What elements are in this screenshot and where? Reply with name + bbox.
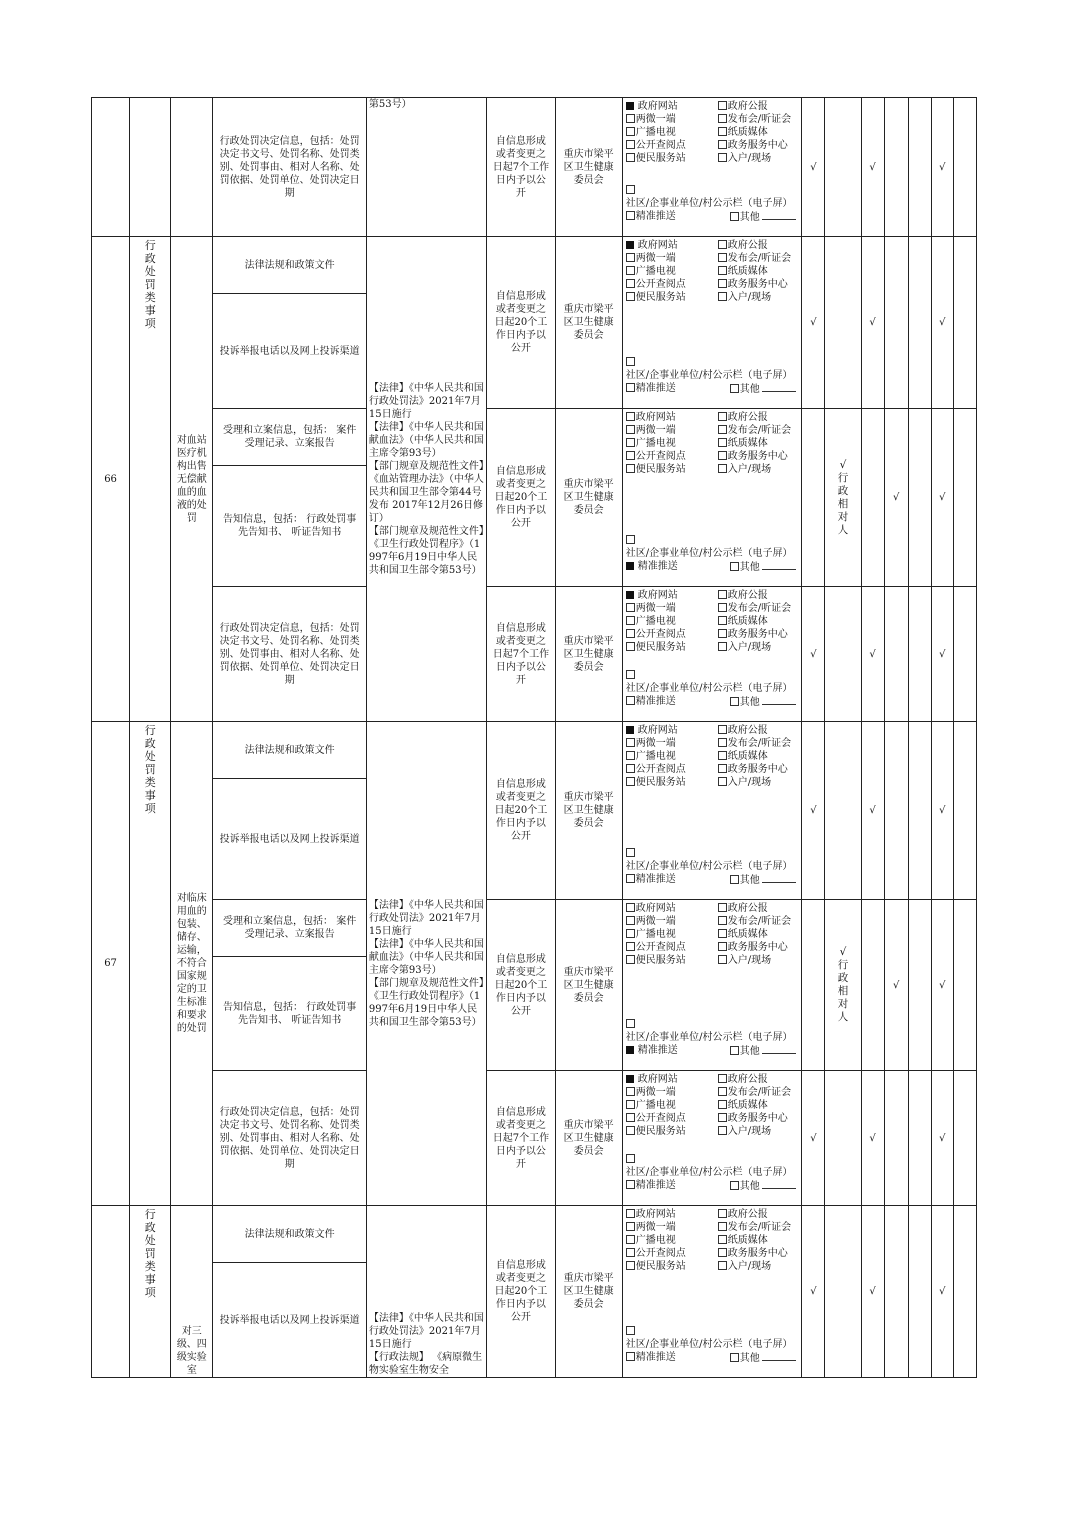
checkbox-empty-icon (718, 127, 727, 136)
cell-agency: 重庆市梁平区卫生健康委员会 (555, 587, 622, 722)
cell-empty (908, 587, 931, 722)
checkbox-empty-icon (718, 916, 727, 925)
blank-line (762, 1044, 796, 1054)
cell-agency: 重庆市梁平区卫生健康委员会 (555, 1206, 622, 1378)
cell-content: 行政处罚决定信息，包括：处罚决定书文号、处罚名称、处罚类别、处罚事由、相对人名称、处罚依据、处罚单位、处罚决定日期 (213, 587, 367, 722)
cell-channels (622, 1206, 802, 1378)
cell-number (92, 98, 130, 237)
checkbox-empty-icon (626, 425, 635, 434)
cell-check: √ (861, 1071, 884, 1206)
cell-empty (908, 98, 931, 237)
cell-object: √ 行政相对人 (825, 409, 861, 587)
cell-basis: 第53号） (366, 98, 486, 237)
cell-check: √ (802, 587, 825, 722)
cell-empty (825, 1071, 861, 1206)
cell-channels (622, 1071, 802, 1206)
cell-time: 自信息形成或者变更之日起20个工作日内予以公开 (487, 900, 555, 1071)
checkbox-empty-icon (718, 114, 727, 123)
checkbox-empty-icon (730, 562, 739, 571)
cell-check: √ (861, 237, 884, 409)
cell-content: 法律法规和政策文件 (213, 1206, 367, 1263)
cell-check: √ (861, 587, 884, 722)
cell-content: 投诉举报电话以及网上投诉渠道 (213, 294, 367, 409)
checkbox-empty-icon (718, 751, 727, 760)
cell-channels (622, 409, 802, 587)
cell-channels (622, 237, 802, 409)
checkbox-empty-icon (718, 1126, 727, 1135)
checkbox-empty-icon (626, 955, 635, 964)
cell-check: √ (931, 98, 953, 237)
checkbox-empty-icon (718, 292, 727, 301)
cell-check: √ (802, 98, 825, 237)
checkbox-empty-icon (718, 777, 727, 786)
checkbox-empty-icon (626, 1113, 635, 1122)
channel-list: 政府网站 政府公报 两微一端 发布会/听证会 广播电视 纸质媒体 公开查阅点 政务服务中心 便民服务站 入户/现场 社区/企事业单位/村公示栏（电子屏） 精准推送 其他 (626, 589, 800, 709)
checkbox-empty-icon (730, 384, 739, 393)
cell-empty (884, 1206, 908, 1378)
cell-check: √ (802, 237, 825, 409)
channel-list: 政府网站 政府公报 两微一端 发布会/听证会 广播电视 纸质媒体 公开查阅点 政务服务中心 便民服务站 入户/现场 社区/企事业单位/村公示栏（电子屏） 精准推送 其他 (626, 239, 800, 396)
checkbox-empty-icon (718, 451, 727, 460)
table-row (92, 98, 977, 237)
checkbox-empty-icon (626, 777, 635, 786)
checkbox-empty-icon (626, 185, 635, 194)
checkbox-empty-icon (730, 697, 739, 706)
table-row (92, 900, 977, 957)
cell-empty (825, 587, 861, 722)
channel-list: 政府网站 政府公报 两微一端 发布会/听证会 广播电视 纸质媒体 公开查阅点 政务服务中心 便民服务站 入户/现场 社区/企事业单位/村公示栏（电子屏） 精准推送 其他 (626, 724, 800, 887)
cell-category: 行政处罚类事项 (130, 237, 171, 722)
blank-line (762, 560, 796, 570)
cell-agency: 重庆市梁平区卫生健康委员会 (555, 237, 622, 409)
cell-empty (884, 237, 908, 409)
table-row (92, 1071, 977, 1206)
cell-empty (861, 409, 884, 587)
cell-agency: 重庆市梁平区卫生健康委员会 (555, 1071, 622, 1206)
cell-time: 自信息形成或者变更之日起7个工作日内予以公开 (487, 1071, 555, 1206)
cell-empty (953, 587, 976, 722)
checkbox-empty-icon (730, 1046, 739, 1055)
cell-content: 法律法规和政策文件 (213, 237, 367, 294)
cell-time: 自信息形成或者变更之日起20个工作日内予以公开 (487, 409, 555, 587)
cell-content: 行政处罚决定信息，包括：处罚决定书文号、处罚名称、处罚类别、处罚事由、相对人名称、处罚依据、处罚单位、处罚决定日期 (213, 98, 367, 237)
channel-list: 政府网站 政府公报 两微一端 发布会/听证会 广播电视 纸质媒体 公开查阅点 政务服务中心 便民服务站 入户/现场 社区/企事业单位/村公示栏（电子屏） 精准推送 其他 (626, 100, 800, 224)
table-row (92, 1206, 977, 1263)
cell-content: 投诉举报电话以及网上投诉渠道 (213, 779, 367, 900)
checkbox-empty-icon (718, 1100, 727, 1109)
cell-empty (953, 722, 976, 900)
cell-check: √ (931, 1206, 953, 1378)
checkbox-filled-icon (626, 1046, 634, 1054)
checkbox-empty-icon (718, 590, 727, 599)
cell-empty (825, 98, 861, 237)
cell-check: √ (802, 1071, 825, 1206)
checkbox-empty-icon (718, 942, 727, 951)
cell-empty (908, 1071, 931, 1206)
checkbox-empty-icon (626, 874, 635, 883)
cell-empty (908, 1206, 931, 1378)
cell-channels (622, 722, 802, 900)
cell-number: 67 (92, 722, 130, 1206)
checkbox-empty-icon (718, 1235, 727, 1244)
cell-check: √ (802, 1206, 825, 1378)
checkbox-empty-icon (718, 101, 727, 110)
cell-time: 自信息形成或者变更之日起20个工作日内予以公开 (487, 722, 555, 900)
cell-check: √ (884, 900, 908, 1071)
blank-line (762, 873, 796, 883)
cell-check: √ (802, 722, 825, 900)
checkbox-empty-icon (718, 153, 727, 162)
channel-list: 政府网站 政府公报 两微一端 发布会/听证会 广播电视 纸质媒体 公开查阅点 政务服务中心 便民服务站 入户/现场 社区/企事业单位/村公示栏（电子屏） 精准推送 其他 (626, 902, 800, 1058)
checkbox-empty-icon (626, 114, 635, 123)
cell-content: 行政处罚决定信息，包括：处罚决定书文号、处罚名称、处罚类别、处罚事由、相对人名称、处罚依据、处罚单位、处罚决定日期 (213, 1071, 367, 1206)
checkbox-empty-icon (626, 1087, 635, 1096)
checkbox-empty-icon (718, 240, 727, 249)
checkbox-empty-icon (626, 1019, 635, 1028)
checkbox-empty-icon (626, 629, 635, 638)
checkbox-empty-icon (626, 848, 635, 857)
checkbox-empty-icon (718, 412, 727, 421)
checkbox-empty-icon (718, 738, 727, 747)
cell-basis: 【法律】《中华人民共和国行政处罚法》2021年7月15日施行 【行政法规】 《病原微生物实验室生物安全 (366, 1206, 486, 1378)
checkbox-filled-icon (626, 562, 634, 570)
cell-number (92, 1206, 130, 1378)
cell-empty (908, 409, 931, 587)
checkbox-filled-icon (626, 591, 634, 599)
disclosure-table (91, 97, 977, 1378)
cell-time: 自信息形成或者变更之日起7个工作日内予以公开 (487, 98, 555, 237)
cell-empty (908, 237, 931, 409)
cell-time: 自信息形成或者变更之日起20个工作日内予以公开 (487, 1206, 555, 1378)
checkbox-empty-icon (718, 642, 727, 651)
checkbox-empty-icon (626, 253, 635, 262)
checkbox-filled-icon (626, 1075, 634, 1083)
checkbox-empty-icon (718, 140, 727, 149)
checkbox-empty-icon (626, 266, 635, 275)
blank-line (762, 210, 796, 220)
checkbox-empty-icon (626, 942, 635, 951)
checkbox-empty-icon (730, 875, 739, 884)
channel-list: 政府网站 政府公报 两微一端 发布会/听证会 广播电视 纸质媒体 公开查阅点 政务服务中心 便民服务站 入户/现场 社区/企事业单位/村公示栏（电子屏） 精准推送 其他 (626, 1208, 800, 1365)
cell-channels (622, 587, 802, 722)
checkbox-empty-icon (718, 903, 727, 912)
cell-number: 66 (92, 237, 130, 722)
cell-empty (908, 900, 931, 1071)
checkbox-empty-icon (718, 955, 727, 964)
cell-empty (953, 237, 976, 409)
checkbox-empty-icon (718, 603, 727, 612)
checkbox-empty-icon (626, 140, 635, 149)
cell-empty (953, 900, 976, 1071)
checkbox-empty-icon (718, 1113, 727, 1122)
cell-check: √ (861, 98, 884, 237)
cell-agency: 重庆市梁平区卫生健康委员会 (555, 722, 622, 900)
checkbox-empty-icon (730, 1181, 739, 1190)
checkbox-empty-icon (718, 253, 727, 262)
cell-content: 告知信息，包括： 行政处罚事先告知书、 听证告知书 (213, 957, 367, 1071)
checkbox-empty-icon (626, 1180, 635, 1189)
cell-empty (802, 409, 825, 587)
checkbox-empty-icon (718, 266, 727, 275)
checkbox-empty-icon (626, 292, 635, 301)
table-row (92, 587, 977, 722)
checkbox-empty-icon (626, 929, 635, 938)
checkbox-empty-icon (718, 629, 727, 638)
cell-empty (884, 98, 908, 237)
checkbox-empty-icon (626, 153, 635, 162)
blank-line (762, 382, 796, 392)
checkbox-empty-icon (626, 696, 635, 705)
checkbox-empty-icon (626, 616, 635, 625)
cell-empty (953, 1206, 976, 1378)
checkbox-empty-icon (626, 1222, 635, 1231)
cell-content: 受理和立案信息，包括： 案件受理记录、立案报告 (213, 409, 367, 466)
cell-category (130, 98, 171, 237)
checkbox-empty-icon (718, 279, 727, 288)
cell-check: √ (931, 587, 953, 722)
cell-empty (861, 900, 884, 1071)
checkbox-empty-icon (626, 764, 635, 773)
blank-line (762, 1351, 796, 1361)
cell-object: √ 行政相对人 (825, 900, 861, 1071)
checkbox-empty-icon (718, 764, 727, 773)
checkbox-empty-icon (626, 1154, 635, 1163)
cell-agency: 重庆市梁平区卫生健康委员会 (555, 409, 622, 587)
cell-content: 受理和立案信息，包括： 案件受理记录、立案报告 (213, 900, 367, 957)
checkbox-empty-icon (626, 535, 635, 544)
checkbox-empty-icon (718, 725, 727, 734)
checkbox-empty-icon (730, 1353, 739, 1362)
cell-empty (953, 409, 976, 587)
cell-content: 法律法规和政策文件 (213, 722, 367, 779)
checkbox-empty-icon (626, 1126, 635, 1135)
checkbox-empty-icon (626, 1209, 635, 1218)
cell-empty (953, 98, 976, 237)
checkbox-empty-icon (626, 1326, 635, 1335)
checkbox-empty-icon (626, 1100, 635, 1109)
checkbox-empty-icon (626, 383, 635, 392)
checkbox-filled-icon (626, 241, 634, 249)
cell-content: 投诉举报电话以及网上投诉渠道 (213, 1263, 367, 1378)
cell-check: √ (931, 1071, 953, 1206)
blank-line (762, 1179, 796, 1189)
checkbox-empty-icon (626, 1235, 635, 1244)
blank-line (762, 695, 796, 705)
cell-check: √ (931, 237, 953, 409)
checkbox-empty-icon (626, 127, 635, 136)
table-row (92, 722, 977, 779)
checkbox-empty-icon (626, 603, 635, 612)
checkbox-empty-icon (718, 616, 727, 625)
table-row (92, 409, 977, 466)
checkbox-empty-icon (626, 412, 635, 421)
checkbox-empty-icon (626, 751, 635, 760)
checkbox-empty-icon (626, 1248, 635, 1257)
table-row (92, 237, 977, 294)
cell-empty (884, 1071, 908, 1206)
cell-channels (622, 98, 802, 237)
checkbox-empty-icon (626, 279, 635, 288)
cell-agency: 重庆市梁平区卫生健康委员会 (555, 900, 622, 1071)
cell-basis: 【法律】《中华人民共和国行政处罚法》2021年7月15日施行 【法律】《中华人民共和国献血法》（中华人民共和国主席令第93号） 【部门规章及规范性文件】《卫生行政处罚程序》（1997年6月19日中华人民共和国卫生部令第53号） (366, 722, 486, 1206)
checkbox-empty-icon (626, 916, 635, 925)
cell-empty (825, 722, 861, 900)
checkbox-filled-icon (626, 726, 634, 734)
checkbox-empty-icon (626, 670, 635, 679)
cell-empty (953, 1071, 976, 1206)
checkbox-empty-icon (718, 1248, 727, 1257)
checkbox-empty-icon (718, 1087, 727, 1096)
cell-empty (908, 722, 931, 900)
cell-empty (884, 722, 908, 900)
cell-empty (802, 900, 825, 1071)
checkbox-empty-icon (626, 451, 635, 460)
cell-empty (825, 237, 861, 409)
cell-check: √ (931, 409, 953, 587)
checkbox-empty-icon (718, 1261, 727, 1270)
checkbox-empty-icon (718, 1222, 727, 1231)
checkbox-empty-icon (718, 438, 727, 447)
cell-channels (622, 900, 802, 1071)
channel-list: 政府网站 政府公报 两微一端 发布会/听证会 广播电视 纸质媒体 公开查阅点 政务服务中心 便民服务站 入户/现场 社区/企事业单位/村公示栏（电子屏） 精准推送 其他 (626, 411, 800, 574)
cell-check: √ (931, 722, 953, 900)
checkbox-empty-icon (626, 642, 635, 651)
checkbox-empty-icon (626, 438, 635, 447)
cell-item-name: 对血站医疗机构出售无偿献血的血液的处罚 (171, 237, 213, 722)
checkbox-empty-icon (718, 1074, 727, 1083)
cell-item-name: 对三级、四级实验室 (171, 1206, 213, 1378)
checkbox-empty-icon (626, 1352, 635, 1361)
checkbox-empty-icon (718, 425, 727, 434)
cell-check: √ (884, 409, 908, 587)
cell-time: 自信息形成或者变更之日起20个工作日内予以公开 (487, 237, 555, 409)
cell-empty (825, 1206, 861, 1378)
cell-check: √ (931, 900, 953, 1071)
cell-category: 行政处罚类事项 (130, 722, 171, 1206)
checkbox-empty-icon (718, 1209, 727, 1218)
checkbox-empty-icon (626, 211, 635, 220)
cell-check: √ (861, 722, 884, 900)
disclosure-table-sheet (91, 97, 977, 1379)
checkbox-empty-icon (718, 464, 727, 473)
cell-empty (884, 587, 908, 722)
checkbox-empty-icon (626, 464, 635, 473)
checkbox-empty-icon (718, 929, 727, 938)
checkbox-empty-icon (626, 357, 635, 366)
cell-time: 自信息形成或者变更之日起7个工作日内予以公开 (487, 587, 555, 722)
cell-category: 行政处罚类事项 (130, 1206, 171, 1378)
checkbox-filled-icon (626, 102, 634, 110)
cell-item-name (171, 98, 213, 237)
cell-item-name: 对临床用血的包装、储存、运输，不符合国家规定的卫生标准和要求的处罚 (171, 722, 213, 1206)
checkbox-empty-icon (626, 738, 635, 747)
checkbox-empty-icon (626, 903, 635, 912)
cell-agency: 重庆市梁平区卫生健康委员会 (555, 98, 622, 237)
checkbox-empty-icon (626, 1261, 635, 1270)
cell-basis: 【法律】《中华人民共和国行政处罚法》2021年7月15日施行 【法律】《中华人民共和国献血法》（中华人民共和国主席令第93号） 【部门规章及规范性文件】《血站管理办法》（中华人民共和国卫生部令第44号发布 2017年12月26日修订） 【部门规章及规范性文件】《卫生行政处罚程序》（1997年6月19日中华人民共和国卫生部令第53号） (366, 237, 486, 722)
channel-list: 政府网站 政府公报 两微一端 发布会/听证会 广播电视 纸质媒体 公开查阅点 政务服务中心 便民服务站 入户/现场 社区/企事业单位/村公示栏（电子屏） 精准推送 其他 (626, 1073, 800, 1193)
checkbox-empty-icon (730, 212, 739, 221)
cell-check: √ (861, 1206, 884, 1378)
cell-content: 告知信息，包括： 行政处罚事先告知书、 听证告知书 (213, 466, 367, 587)
